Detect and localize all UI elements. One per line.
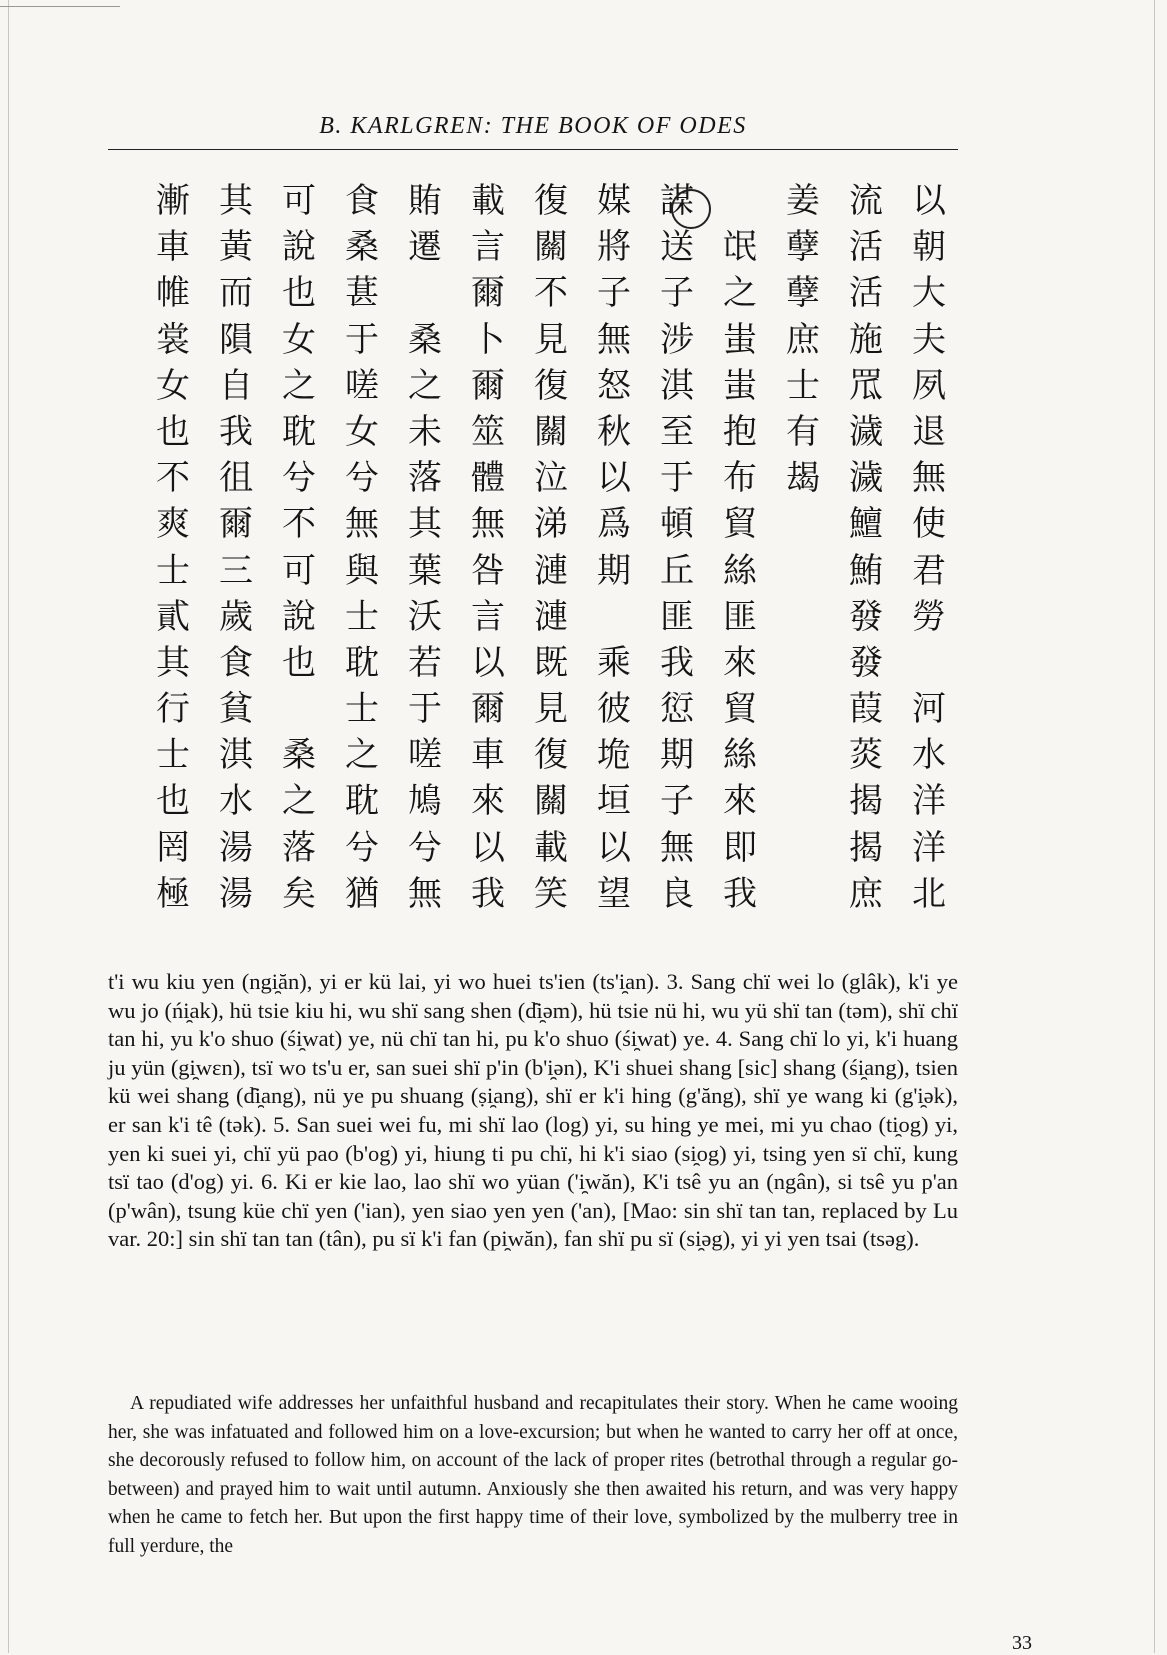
chinese-char: 裳 xyxy=(156,319,190,360)
chinese-column xyxy=(338,178,386,917)
chinese-char: 食 xyxy=(345,181,379,221)
chinese-char: 兮 xyxy=(282,458,316,499)
chinese-char: 而 xyxy=(219,273,253,314)
chinese-char: 無 xyxy=(345,504,379,545)
chinese-char: 子 xyxy=(660,273,694,314)
chinese-char: 發 xyxy=(849,642,883,683)
chinese-char: 耽 xyxy=(282,411,316,452)
chinese-char xyxy=(275,686,323,732)
chinese-char: 載 xyxy=(471,181,505,221)
chinese-char: 于 xyxy=(408,689,442,730)
chinese-char: 洋 xyxy=(912,781,946,822)
chinese-char: 葉 xyxy=(408,550,442,591)
chinese-char: 之 xyxy=(282,365,316,406)
chinese-char: 子 xyxy=(660,781,694,822)
chinese-char: 期 xyxy=(660,735,694,776)
chinese-char: 兮 xyxy=(345,458,379,499)
chinese-char: 之 xyxy=(723,273,757,314)
chinese-char: 氓 xyxy=(723,227,757,268)
chinese-char: 我 xyxy=(723,873,757,914)
chinese-char: 桑 xyxy=(408,319,442,360)
chinese-char xyxy=(779,686,827,732)
chinese-char: 言 xyxy=(471,227,505,268)
chinese-char xyxy=(779,871,827,917)
chinese-char: 未 xyxy=(408,411,442,452)
chinese-char: 絲 xyxy=(723,735,757,776)
chinese-char: 也 xyxy=(282,642,316,683)
chinese-column xyxy=(716,178,764,917)
chinese-column xyxy=(590,178,638,917)
chinese-char: 愆 xyxy=(660,689,694,730)
chinese-char: 復 xyxy=(534,365,568,406)
chinese-char: 徂 xyxy=(219,458,253,499)
chinese-char: 丘 xyxy=(660,550,694,591)
chinese-char: 士 xyxy=(345,689,379,730)
chinese-column xyxy=(842,178,890,917)
chinese-char: 也 xyxy=(282,273,316,314)
running-head: B. KARLGREN: THE BOOK OF ODES xyxy=(319,113,747,139)
chinese-char: 匪 xyxy=(660,596,694,637)
chinese-char: 桑 xyxy=(345,227,379,268)
chinese-char: 頓 xyxy=(660,504,694,545)
chinese-char: 至 xyxy=(660,411,694,452)
chinese-char xyxy=(779,825,827,871)
chinese-char: 女 xyxy=(282,319,316,360)
chinese-column xyxy=(653,178,701,917)
chinese-char: 無 xyxy=(597,319,631,360)
chinese-char: 謀 xyxy=(660,181,694,221)
chinese-char: 關 xyxy=(534,411,568,452)
chinese-char: 夫 xyxy=(912,319,946,360)
chinese-char: 我 xyxy=(219,411,253,452)
chinese-char: 朅 xyxy=(786,458,820,499)
chinese-char: 爽 xyxy=(156,504,190,545)
chinese-char: 關 xyxy=(534,781,568,822)
chinese-char: 蚩 xyxy=(723,319,757,360)
chinese-char xyxy=(779,594,827,640)
chinese-char: 退 xyxy=(912,411,946,452)
chinese-char: 其 xyxy=(156,642,190,683)
chinese-char: 其 xyxy=(219,181,253,221)
chinese-char: 于 xyxy=(345,319,379,360)
chinese-char: 落 xyxy=(282,827,316,868)
chinese-char: 孽 xyxy=(786,273,820,314)
chinese-char: 無 xyxy=(660,827,694,868)
chinese-char xyxy=(779,548,827,594)
chinese-char: 貿 xyxy=(723,689,757,730)
chinese-char: 使 xyxy=(912,504,946,545)
chinese-column xyxy=(464,178,512,917)
chinese-char: 士 xyxy=(156,550,190,591)
chinese-char: 朝 xyxy=(912,227,946,268)
chinese-char: 期 xyxy=(597,550,631,591)
chinese-char: 士 xyxy=(786,365,820,406)
chinese-char: 湯 xyxy=(219,827,253,868)
scan-edge-left xyxy=(8,0,9,1653)
chinese-char: 女 xyxy=(345,411,379,452)
chinese-char: 女 xyxy=(156,365,190,406)
chinese-char: 食 xyxy=(219,642,253,683)
chinese-char: 卜 xyxy=(471,319,505,360)
chinese-char: 子 xyxy=(597,273,631,314)
chinese-char: 菼 xyxy=(849,735,883,776)
chinese-char xyxy=(779,778,827,824)
chinese-char: 罔 xyxy=(156,827,190,868)
page-number: 33 xyxy=(1012,1632,1032,1654)
chinese-char: 漸 xyxy=(156,181,190,221)
chinese-char: 望 xyxy=(597,873,631,914)
chinese-char: 鳩 xyxy=(408,781,442,822)
chinese-char: 庶 xyxy=(849,873,883,914)
chinese-char: 淇 xyxy=(219,735,253,776)
chinese-char: 言 xyxy=(471,596,505,637)
chinese-column xyxy=(212,178,260,917)
chinese-char: 若 xyxy=(408,642,442,683)
chinese-char: 來 xyxy=(471,781,505,822)
chinese-char: 我 xyxy=(471,873,505,914)
chinese-char: 隕 xyxy=(219,319,253,360)
chinese-char: 遷 xyxy=(408,227,442,268)
chinese-char: 見 xyxy=(534,689,568,730)
chinese-char: 復 xyxy=(534,181,568,221)
chinese-char: 兮 xyxy=(408,827,442,868)
chinese-char: 泣 xyxy=(534,458,568,499)
chinese-char: 兮 xyxy=(345,827,379,868)
chinese-char: 復 xyxy=(534,735,568,776)
chinese-char: 猶 xyxy=(345,873,379,914)
chinese-char: 爲 xyxy=(597,504,631,545)
chinese-char: 之 xyxy=(282,781,316,822)
chinese-char: 嗟 xyxy=(345,365,379,406)
chinese-column xyxy=(905,178,953,917)
chinese-char: 其 xyxy=(408,504,442,545)
chinese-char: 蚩 xyxy=(723,365,757,406)
chinese-char: 以 xyxy=(912,181,946,221)
chinese-char: 貧 xyxy=(219,689,253,730)
chinese-char: 沃 xyxy=(408,596,442,637)
chinese-char: 以 xyxy=(471,827,505,868)
chinese-char: 爾 xyxy=(471,365,505,406)
chinese-char: 爾 xyxy=(219,504,253,545)
chinese-char: 垣 xyxy=(597,781,631,822)
chinese-char: 活 xyxy=(849,227,883,268)
chinese-char: 垝 xyxy=(597,735,631,776)
commentary-paragraph: A repudiated wife addresses her unfaithful husband and recapitulates their story. When he came wooing her, she was infatuated and followed him on a love-excursion; but when he wanted to carry her off at once, she decorously refused to follow him, on account of the lack of proper rites (betrothal through a regular go-between) and prayed him to wait until autumn. Anxiously she then awaited his return, and was very happy when he came to fetch her. But upon the first happy time of their love, symbolized by the mulberry tree in full yerdure, the xyxy=(108,1393,958,1557)
romanization-paragraph: t'i wu kiu yen (ngi̯ăn), yi er kü lai, yi wo huei ts'ien (ts'i̯an). 3. Sang chï wei lo (glâk), k'i ye wu jo (ńi̯ak), hü tsie kiu hi, wu shï sang shen (d̑i̯əm), hü tsie nü hi, wu yü shï tan (təm), shï chï tan hi, yu k'o shuo (śi̯wat) ye, nü chï tan hi, pu k'o shuo (śi̯wat) ye. 4. Sang chï lo yi, k'i huang ju yün (gi̯wɛn), tsï wo ts'u er, san suei shï p'in (b'i̯ən), K'i shuei shang [sic] shang (śi̯ang), tsien kü wei shang (d̑i̯ang), nü ye pu shuang (ṣi̯ang), shï er k'i hing (g'ăng), shï ye wang ki (g'i̯ək), er san k'i tê (tək). 5. San suei wei fu, mi shï lao (log) yi, su hing ye mei, mi yu chao (ti̯og) yi, yen ki suei yi, chï yü pao (b'og) yi, hiung ti pu chï, hi k'i siao (si̯og) yi, tsing yen sï chï, kung tsï tao (d'og) yi. 6. Ki er kie lao, lao shï wo yüan ('i̯wăn), K'i tsê yu an (ngân), si tsê yu p'an (p'wân), tsung küe chï yen ('ian), yen siao yen yen ('an), [Mao: sin shï tan tan, replaced by Lu var. 20:] sin shï tan tan (tân), pu sï k'i fan (pi̯wăn), fan shï pu sï (si̯əg), yi yi yen tsai (tsəg). xyxy=(108,969,958,1252)
chinese-char: 絲 xyxy=(723,550,757,591)
chinese-column xyxy=(527,178,575,917)
chinese-char: 淇 xyxy=(660,365,694,406)
chinese-char: 筮 xyxy=(471,411,505,452)
chinese-char: 行 xyxy=(156,689,190,730)
chinese-char: 不 xyxy=(156,458,190,499)
chinese-char: 關 xyxy=(534,227,568,268)
chinese-char: 既 xyxy=(534,642,568,683)
chinese-char: 于 xyxy=(660,458,694,499)
chinese-char xyxy=(779,501,827,547)
chinese-char xyxy=(779,732,827,778)
chinese-char: 不 xyxy=(282,504,316,545)
chinese-char: 媒 xyxy=(597,181,631,221)
chinese-char: 庶 xyxy=(786,319,820,360)
chinese-char xyxy=(590,594,638,640)
chinese-char: 與 xyxy=(345,550,379,591)
chinese-char xyxy=(716,178,764,224)
chinese-char: 姜 xyxy=(786,181,820,221)
chinese-char: 葚 xyxy=(345,273,379,314)
chinese-char: 以 xyxy=(597,458,631,499)
chinese-char: 濊 xyxy=(849,411,883,452)
chinese-char: 鮪 xyxy=(849,550,883,591)
chinese-char: 爾 xyxy=(471,689,505,730)
chinese-char: 車 xyxy=(156,227,190,268)
chinese-char: 耽 xyxy=(345,642,379,683)
chinese-char: 桑 xyxy=(282,735,316,776)
chinese-char: 三 xyxy=(219,550,253,591)
chinese-char: 良 xyxy=(660,873,694,914)
chinese-char: 涉 xyxy=(660,319,694,360)
chinese-char xyxy=(779,640,827,686)
chinese-char: 見 xyxy=(534,319,568,360)
chinese-char: 揭 xyxy=(849,827,883,868)
chinese-char: 秋 xyxy=(597,411,631,452)
chinese-char: 說 xyxy=(282,227,316,268)
chinese-char: 說 xyxy=(282,596,316,637)
chinese-char: 乘 xyxy=(597,642,631,683)
chinese-char: 水 xyxy=(219,781,253,822)
chinese-char: 漣 xyxy=(534,596,568,637)
chinese-char: 勞 xyxy=(912,596,946,637)
chinese-char: 水 xyxy=(912,735,946,776)
chinese-char: 來 xyxy=(723,781,757,822)
chinese-column xyxy=(401,178,449,917)
chinese-char: 也 xyxy=(156,781,190,822)
chinese-char: 帷 xyxy=(156,273,190,314)
chinese-char: 咎 xyxy=(471,550,505,591)
chinese-char: 無 xyxy=(471,504,505,545)
chinese-char: 可 xyxy=(282,550,316,591)
chinese-char: 即 xyxy=(723,827,757,868)
chinese-char: 流 xyxy=(849,181,883,221)
chinese-char: 罛 xyxy=(849,365,883,406)
chinese-char: 以 xyxy=(597,827,631,868)
chinese-char: 不 xyxy=(534,273,568,314)
chinese-char: 歲 xyxy=(219,596,253,637)
chinese-char: 賄 xyxy=(408,181,442,221)
chinese-char: 抱 xyxy=(723,411,757,452)
chinese-char: 布 xyxy=(723,458,757,499)
chinese-char: 來 xyxy=(723,642,757,683)
chinese-char: 貳 xyxy=(156,596,190,637)
chinese-char: 以 xyxy=(471,642,505,683)
chinese-char: 匪 xyxy=(723,596,757,637)
chinese-char: 無 xyxy=(912,458,946,499)
chinese-char: 送 xyxy=(660,227,694,268)
chinese-char: 有 xyxy=(786,411,820,452)
chinese-char: 載 xyxy=(534,827,568,868)
chinese-char: 車 xyxy=(471,735,505,776)
chinese-char: 爾 xyxy=(471,273,505,314)
chinese-char xyxy=(905,640,953,686)
chinese-char: 落 xyxy=(408,458,442,499)
chinese-char: 將 xyxy=(597,227,631,268)
chinese-char: 笑 xyxy=(534,873,568,914)
chinese-char: 活 xyxy=(849,273,883,314)
chinese-column xyxy=(275,178,323,917)
chinese-char: 矣 xyxy=(282,873,316,914)
chinese-char: 士 xyxy=(345,596,379,637)
chinese-char: 之 xyxy=(408,365,442,406)
chinese-char: 黃 xyxy=(219,227,253,268)
chinese-char: 士 xyxy=(156,735,190,776)
circle-section-mark xyxy=(671,189,711,229)
chinese-char: 可 xyxy=(282,181,316,221)
chinese-char: 極 xyxy=(156,873,190,914)
chinese-char: 也 xyxy=(156,411,190,452)
chinese-char xyxy=(401,270,449,316)
chinese-char: 揭 xyxy=(849,781,883,822)
chinese-char: 北 xyxy=(912,873,946,914)
chinese-char: 發 xyxy=(849,596,883,637)
chinese-char: 漣 xyxy=(534,550,568,591)
chinese-char: 嗟 xyxy=(408,735,442,776)
chinese-char: 貿 xyxy=(723,504,757,545)
scan-top-line xyxy=(0,6,120,7)
chinese-char: 夙 xyxy=(912,365,946,406)
chinese-column xyxy=(779,178,827,917)
chinese-char: 大 xyxy=(912,273,946,314)
header-rule xyxy=(108,149,958,150)
chinese-char: 施 xyxy=(849,319,883,360)
scan-edge-right xyxy=(1154,0,1155,1653)
chinese-char: 鱣 xyxy=(849,504,883,545)
chinese-char: 濊 xyxy=(849,458,883,499)
chinese-char: 我 xyxy=(660,642,694,683)
chinese-char: 體 xyxy=(471,458,505,499)
chinese-char: 涕 xyxy=(534,504,568,545)
chinese-char: 湯 xyxy=(219,873,253,914)
chinese-char: 洋 xyxy=(912,827,946,868)
chinese-text-block xyxy=(105,178,955,918)
chinese-char: 孽 xyxy=(786,227,820,268)
chinese-char: 之 xyxy=(345,735,379,776)
chinese-char: 彼 xyxy=(597,689,631,730)
chinese-char: 君 xyxy=(912,550,946,591)
chinese-char: 自 xyxy=(219,365,253,406)
chinese-char: 河 xyxy=(912,689,946,730)
chinese-char: 耽 xyxy=(345,781,379,822)
chinese-char: 怒 xyxy=(597,365,631,406)
chinese-char: 無 xyxy=(408,873,442,914)
chinese-char: 葭 xyxy=(849,689,883,730)
chinese-column xyxy=(149,178,197,917)
